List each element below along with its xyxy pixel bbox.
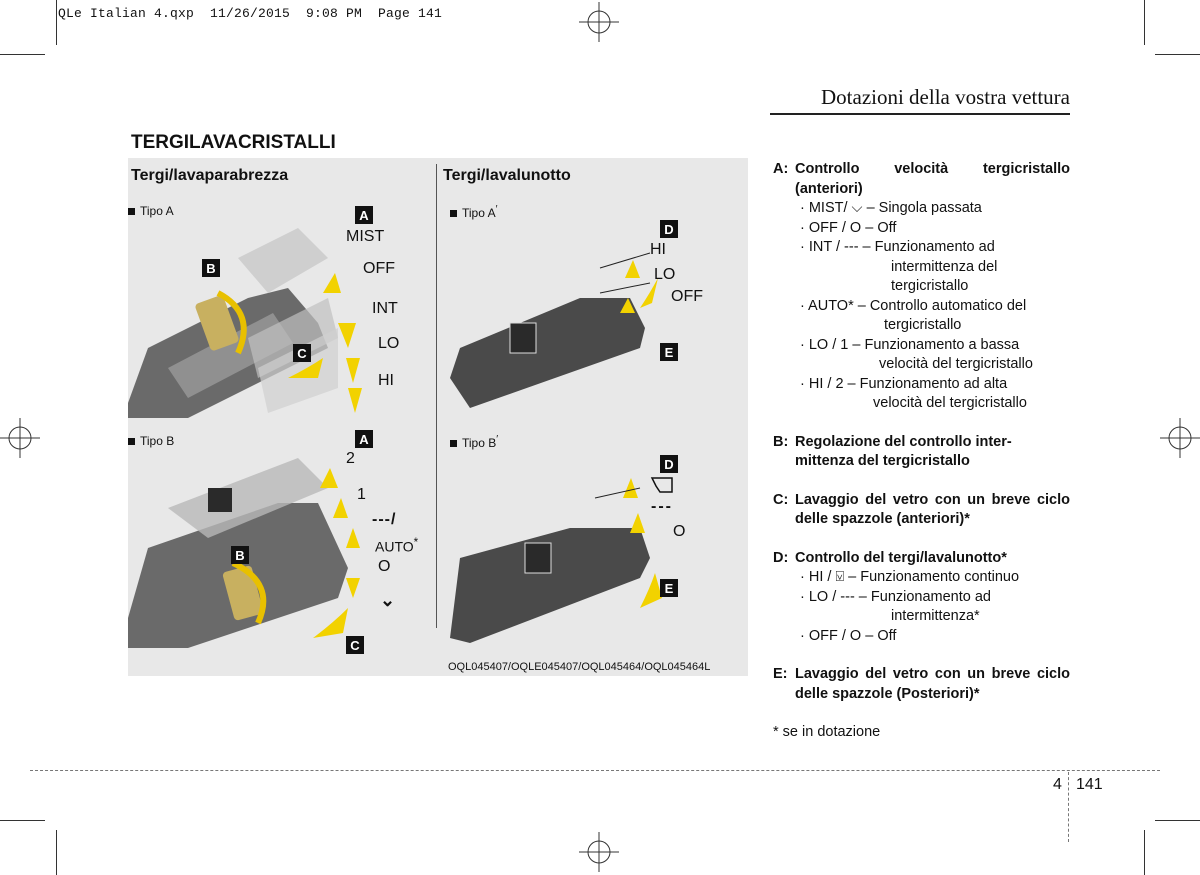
registration-mark-icon [0,418,40,458]
speed-2-label: 2 [346,450,355,467]
speed-1-label: 1 [357,486,366,503]
mist-chevron-icon: ⌄ [380,590,396,610]
off-o-label: O [378,558,391,575]
registration-mark-icon [579,2,619,42]
rear-wiper-continuous-icon [650,476,674,494]
running-head: Dotazioni della vostra vettura [821,85,1070,109]
control-description-list [773,160,1070,743]
header-rule [770,113,1070,115]
item-d-heading: D: Controllo del tergi/lavalunotto* [773,549,1007,566]
crop-mark [0,54,45,55]
crop-mark [0,820,45,821]
callout-e: E [660,579,678,597]
registration-mark-icon [579,832,619,872]
callout-d: D [660,455,678,473]
registration-mark-icon [1160,418,1200,458]
crop-mark [56,830,57,875]
print-slug: QLe Italian 4.qxp 11/26/2015 9:08 PM Page 141 [58,6,443,21]
chapter-number: 4 [1053,776,1062,793]
callout-d: D [660,220,678,238]
callout-b: B [202,259,220,277]
rear-int-dashes-label: --- [651,498,673,515]
page-number: 141 [1076,776,1103,793]
front-wiper-heading: Tergi/lavaparabrezza [131,167,289,184]
rear-wiper-heading: Tergi/lavalunotto [443,167,571,184]
image-code: OQL045407/OQLE045407/OQL045464/OQL045464L [448,661,711,673]
item-a-details: · MIST/ ⌵ – Singola passata · OFF / O – Off · INT / --- – Funzionamento ad intermittenza del tergicristallo · AUTO* – Controllo automatico del tergicristallo · LO / 1 – Funzionamento a bassa velocità del tergicristallo · HI / 2 – Funzionamento ad alta velocità del tergicristallo [800,200,1033,411]
rear-off-label: OFF [671,288,703,305]
callout-a: A [355,430,373,448]
type-b-prime-label: Tipo B′ [450,434,498,450]
crop-mark [1155,820,1200,821]
callout-a: A [355,206,373,224]
footnote: * se in dotazione [773,724,881,740]
crop-mark [1144,830,1145,875]
auto-label: AUTO* [375,536,419,555]
item-c-heading: C: Lavaggio del vetro con un breve ciclo delle spazzole (anteriori)* [773,491,1070,527]
crop-mark [1155,54,1200,55]
item-d-details: · HI / ⍌ – Funzionamento continuo · LO / --- – Funzionamento ad intermittenza* · OFF / O – Off [800,569,1020,644]
hi-label: HI [378,372,394,389]
rear-hi-label: HI [650,241,666,258]
callout-b: B [231,546,249,564]
type-a-label: Tipo A [128,204,174,218]
item-b-heading: B: Regolazione del controllo inter- mittenza del tergicristallo [773,433,1012,469]
mist-label: MIST [346,228,385,245]
callout-e: E [660,343,678,361]
type-b-label: Tipo B [128,434,174,448]
lo-label: LO [378,335,400,352]
type-a-prime-label: Tipo A′ [450,204,497,220]
footer-rule [30,770,1160,771]
wiper-figure [128,158,748,676]
crop-mark [56,0,57,45]
callout-c: C [346,636,364,654]
rear-off-o-label: O [673,523,686,540]
item-a-heading: A: Controllo velocità tergicristallo (anteriori) [773,161,1070,197]
crop-mark [1144,0,1145,45]
stalk-illustration-type-b-prime [440,448,746,648]
rear-lo-label: LO [654,266,676,283]
int-dashes-label: ---/ [372,511,397,528]
int-label: INT [372,300,398,317]
callout-c: C [293,344,311,362]
page-number-separator [1068,772,1069,842]
figure-divider [436,164,437,628]
item-e-heading: E: Lavaggio del vetro con un breve ciclo delle spazzole (Posteriori)* [773,666,1070,702]
off-label: OFF [363,260,395,277]
stalk-illustration-type-a-prime [440,218,746,418]
section-title: TERGILAVACRISTALLI [131,132,336,153]
